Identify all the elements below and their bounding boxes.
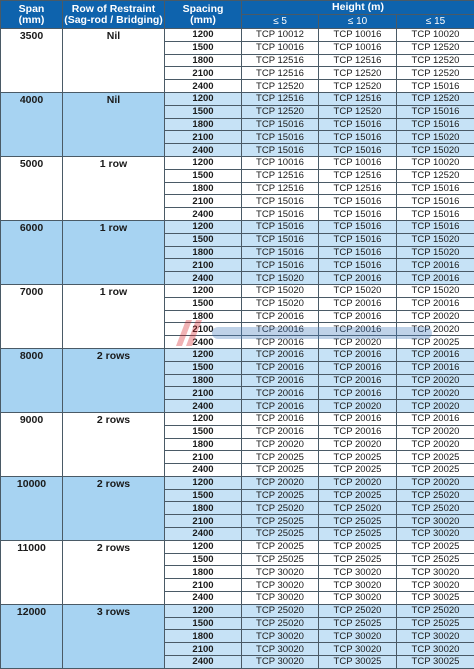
spacing-cell: 1800 xyxy=(165,54,242,67)
height-le10-header: ≤ 10 xyxy=(319,15,397,29)
section-cell-h5: TCP 15016 xyxy=(242,233,319,246)
section-cell-h15: TCP 15016 xyxy=(397,118,474,131)
spacing-cell: 1500 xyxy=(165,489,242,502)
spacing-cell: 1800 xyxy=(165,374,242,387)
span-header-line2: (mm) xyxy=(1,15,62,26)
section-cell-h15: TCP 20016 xyxy=(397,412,474,425)
section-cell-h10: TCP 20025 xyxy=(319,540,397,553)
section-cell-h5: TCP 20025 xyxy=(242,464,319,477)
section-cell-h5: TCP 30020 xyxy=(242,579,319,592)
spacing-cell: 1500 xyxy=(165,617,242,630)
section-cell-h15: TCP 20016 xyxy=(397,361,474,374)
section-cell-h15: TCP 15020 xyxy=(397,131,474,144)
section-cell-h15: TCP 30020 xyxy=(397,630,474,643)
section-cell-h10: TCP 20016 xyxy=(319,387,397,400)
section-cell-h15: TCP 20020 xyxy=(397,374,474,387)
table-row xyxy=(1,29,474,42)
spacing-cell: 2400 xyxy=(165,208,242,221)
spacing-cell: 1500 xyxy=(165,105,242,118)
section-cell-h5: TCP 15020 xyxy=(242,297,319,310)
span-header xyxy=(1,1,63,29)
section-cell-h15: TCP 30020 xyxy=(397,528,474,541)
spacing-cell: 1200 xyxy=(165,29,242,42)
section-cell-h10: TCP 20016 xyxy=(319,323,397,336)
section-cell-h5: TCP 20025 xyxy=(242,489,319,502)
table-row xyxy=(1,604,474,617)
section-cell-h5: TCP 12516 xyxy=(242,169,319,182)
section-cell-h15: TCP 15016 xyxy=(397,220,474,233)
section-cell-h10: TCP 20025 xyxy=(319,464,397,477)
section-cell-h5: TCP 15016 xyxy=(242,208,319,221)
section-cell-h5: TCP 15016 xyxy=(242,259,319,272)
section-cell-h15: TCP 20020 xyxy=(397,323,474,336)
section-cell-h10: TCP 25025 xyxy=(319,515,397,528)
spacing-cell: 1800 xyxy=(165,118,242,131)
section-cell-h10: TCP 30020 xyxy=(319,592,397,605)
spacing-cell: 2400 xyxy=(165,400,242,413)
section-cell-h10: TCP 15020 xyxy=(319,284,397,297)
restraint-header xyxy=(63,1,165,29)
section-cell-h15: TCP 25020 xyxy=(397,489,474,502)
section-cell-h5: TCP 20016 xyxy=(242,412,319,425)
section-cell-h10: TCP 12516 xyxy=(319,182,397,195)
section-cell-h10: TCP 15016 xyxy=(319,246,397,259)
spacing-cell: 2100 xyxy=(165,643,242,656)
spacing-cell: 1800 xyxy=(165,502,242,515)
section-cell-h5: TCP 15016 xyxy=(242,195,319,208)
section-cell-h5: TCP 15016 xyxy=(242,144,319,157)
section-cell-h15: TCP 20020 xyxy=(397,387,474,400)
spacing-cell: 2400 xyxy=(165,592,242,605)
spacing-cell: 1500 xyxy=(165,553,242,566)
spacing-cell: 2400 xyxy=(165,336,242,349)
section-cell-h15: TCP 30020 xyxy=(397,579,474,592)
span-header-line1: Span xyxy=(1,4,62,15)
restraint-cell: 2 rows xyxy=(63,412,165,476)
spacing-cell: 1500 xyxy=(165,297,242,310)
table-body xyxy=(1,29,474,669)
section-cell-h5: TCP 20016 xyxy=(242,348,319,361)
section-cell-h5: TCP 30020 xyxy=(242,592,319,605)
section-cell-h15: TCP 20016 xyxy=(397,348,474,361)
section-cell-h5: TCP 15016 xyxy=(242,246,319,259)
spacing-cell: 2100 xyxy=(165,195,242,208)
spacing-cell: 1500 xyxy=(165,361,242,374)
span-cell: 7000 xyxy=(1,284,63,348)
section-cell-h5: TCP 12516 xyxy=(242,67,319,80)
section-cell-h5: TCP 20020 xyxy=(242,476,319,489)
section-cell-h10: TCP 20016 xyxy=(319,374,397,387)
section-cell-h10: TCP 10016 xyxy=(319,41,397,54)
spacing-header-line2: (mm) xyxy=(165,15,241,26)
spacing-cell: 2100 xyxy=(165,67,242,80)
table-row xyxy=(1,284,474,297)
section-cell-h10: TCP 10016 xyxy=(319,156,397,169)
section-cell-h10: TCP 30020 xyxy=(319,579,397,592)
restraint-cell: Nil xyxy=(63,29,165,93)
spacing-cell: 1800 xyxy=(165,246,242,259)
section-cell-h10: TCP 15016 xyxy=(319,195,397,208)
section-cell-h10: TCP 12520 xyxy=(319,80,397,93)
restraint-cell: 2 rows xyxy=(63,540,165,604)
restraint-cell: 2 rows xyxy=(63,348,165,412)
section-cell-h10: TCP 20020 xyxy=(319,400,397,413)
table-header xyxy=(1,1,474,29)
span-cell: 10000 xyxy=(1,476,63,540)
section-cell-h5: TCP 15016 xyxy=(242,131,319,144)
section-cell-h5: TCP 25020 xyxy=(242,604,319,617)
spacing-cell: 1500 xyxy=(165,41,242,54)
section-cell-h10: TCP 20016 xyxy=(319,348,397,361)
section-cell-h15: TCP 20016 xyxy=(397,259,474,272)
section-cell-h5: TCP 15020 xyxy=(242,272,319,285)
section-cell-h10: TCP 25020 xyxy=(319,604,397,617)
section-cell-h10: TCP 15016 xyxy=(319,118,397,131)
section-cell-h5: TCP 12516 xyxy=(242,92,319,105)
spacing-cell: 2100 xyxy=(165,323,242,336)
section-cell-h5: TCP 10016 xyxy=(242,156,319,169)
section-cell-h15: TCP 20020 xyxy=(397,476,474,489)
span-cell: 6000 xyxy=(1,220,63,284)
table-row xyxy=(1,92,474,105)
section-cell-h10: TCP 20016 xyxy=(319,425,397,438)
spacing-cell: 2400 xyxy=(165,656,242,669)
section-cell-h10: TCP 25025 xyxy=(319,617,397,630)
section-cell-h10: TCP 10016 xyxy=(319,29,397,42)
spacing-cell: 1500 xyxy=(165,169,242,182)
section-cell-h5: TCP 12516 xyxy=(242,54,319,67)
restraint-cell: Nil xyxy=(63,92,165,156)
spacing-cell: 2100 xyxy=(165,131,242,144)
spacing-cell: 1200 xyxy=(165,220,242,233)
section-cell-h5: TCP 30020 xyxy=(242,656,319,669)
section-cell-h15: TCP 12520 xyxy=(397,41,474,54)
section-cell-h5: TCP 20016 xyxy=(242,361,319,374)
section-cell-h15: TCP 20016 xyxy=(397,297,474,310)
restraint-cell: 3 rows xyxy=(63,604,165,668)
section-cell-h15: TCP 15016 xyxy=(397,208,474,221)
section-cell-h5: TCP 15016 xyxy=(242,118,319,131)
section-cell-h10: TCP 30020 xyxy=(319,566,397,579)
table-row xyxy=(1,156,474,169)
section-cell-h15: TCP 30025 xyxy=(397,592,474,605)
section-cell-h15: TCP 25020 xyxy=(397,604,474,617)
section-cell-h15: TCP 30025 xyxy=(397,656,474,669)
section-cell-h15: TCP 25020 xyxy=(397,502,474,515)
section-cell-h5: TCP 30020 xyxy=(242,643,319,656)
spacing-cell: 1200 xyxy=(165,92,242,105)
section-cell-h5: TCP 20016 xyxy=(242,310,319,323)
section-cell-h15: TCP 20025 xyxy=(397,451,474,464)
section-cell-h15: TCP 30020 xyxy=(397,566,474,579)
spacing-cell: 1200 xyxy=(165,284,242,297)
section-cell-h5: TCP 20020 xyxy=(242,438,319,451)
section-cell-h15: TCP 25025 xyxy=(397,553,474,566)
section-cell-h5: TCP 10012 xyxy=(242,29,319,42)
section-cell-h15: TCP 25025 xyxy=(397,617,474,630)
section-cell-h15: TCP 15016 xyxy=(397,80,474,93)
section-cell-h10: TCP 20025 xyxy=(319,489,397,502)
section-cell-h5: TCP 25020 xyxy=(242,617,319,630)
section-cell-h15: TCP 20020 xyxy=(397,438,474,451)
section-cell-h5: TCP 20025 xyxy=(242,451,319,464)
spacing-cell: 2400 xyxy=(165,144,242,157)
section-cell-h10: TCP 12520 xyxy=(319,67,397,80)
section-cell-h10: TCP 12516 xyxy=(319,92,397,105)
spacing-cell: 1200 xyxy=(165,156,242,169)
section-cell-h10: TCP 20020 xyxy=(319,438,397,451)
height-header: Height (m) xyxy=(242,1,474,15)
section-cell-h15: TCP 20020 xyxy=(397,425,474,438)
section-cell-h10: TCP 15016 xyxy=(319,220,397,233)
spacing-cell: 1200 xyxy=(165,540,242,553)
spacing-cell: 2400 xyxy=(165,272,242,285)
section-cell-h15: TCP 15020 xyxy=(397,284,474,297)
section-cell-h5: TCP 20016 xyxy=(242,374,319,387)
spacing-cell: 1800 xyxy=(165,182,242,195)
table-row xyxy=(1,348,474,361)
height-le15-header: ≤ 15 xyxy=(397,15,474,29)
span-cell: 12000 xyxy=(1,604,63,668)
table-row xyxy=(1,476,474,489)
section-cell-h5: TCP 25025 xyxy=(242,515,319,528)
section-cell-h10: TCP 20025 xyxy=(319,451,397,464)
span-cell: 11000 xyxy=(1,540,63,604)
section-cell-h5: TCP 20016 xyxy=(242,425,319,438)
section-cell-h10: TCP 20016 xyxy=(319,297,397,310)
section-cell-h5: TCP 15020 xyxy=(242,284,319,297)
section-cell-h10: TCP 30020 xyxy=(319,643,397,656)
restraint-cell: 1 row xyxy=(63,156,165,220)
section-cell-h5: TCP 25025 xyxy=(242,553,319,566)
section-cell-h5: TCP 30020 xyxy=(242,630,319,643)
section-cell-h10: TCP 25020 xyxy=(319,502,397,515)
section-cell-h10: TCP 30025 xyxy=(319,656,397,669)
section-cell-h15: TCP 15016 xyxy=(397,195,474,208)
restraint-cell: 2 rows xyxy=(63,476,165,540)
section-cell-h10: TCP 12516 xyxy=(319,54,397,67)
section-cell-h15: TCP 20020 xyxy=(397,400,474,413)
section-cell-h10: TCP 20016 xyxy=(319,361,397,374)
section-cell-h10: TCP 20016 xyxy=(319,272,397,285)
section-cell-h15: TCP 30020 xyxy=(397,643,474,656)
section-cell-h5: TCP 20016 xyxy=(242,336,319,349)
section-cell-h10: TCP 25025 xyxy=(319,528,397,541)
table-row xyxy=(1,220,474,233)
section-cell-h5: TCP 15016 xyxy=(242,220,319,233)
section-cell-h15: TCP 20025 xyxy=(397,464,474,477)
section-cell-h5: TCP 20025 xyxy=(242,540,319,553)
section-cell-h5: TCP 30020 xyxy=(242,566,319,579)
section-cell-h10: TCP 12516 xyxy=(319,169,397,182)
spacing-cell: 1800 xyxy=(165,310,242,323)
height-le5-header: ≤ 5 xyxy=(242,15,319,29)
spacing-cell: 1200 xyxy=(165,348,242,361)
section-cell-h5: TCP 10016 xyxy=(242,41,319,54)
section-cell-h15: TCP 12520 xyxy=(397,54,474,67)
spacing-cell: 2100 xyxy=(165,387,242,400)
section-cell-h15: TCP 15020 xyxy=(397,233,474,246)
span-cell: 3500 xyxy=(1,29,63,93)
spacing-cell: 2100 xyxy=(165,579,242,592)
spacing-cell: 1500 xyxy=(165,233,242,246)
section-cell-h10: TCP 15016 xyxy=(319,259,397,272)
table-row xyxy=(1,412,474,425)
section-cell-h15: TCP 30020 xyxy=(397,515,474,528)
section-cell-h15: TCP 15016 xyxy=(397,105,474,118)
section-cell-h15: TCP 20020 xyxy=(397,310,474,323)
spacing-cell: 2400 xyxy=(165,464,242,477)
section-cell-h10: TCP 15016 xyxy=(319,233,397,246)
section-cell-h15: TCP 10020 xyxy=(397,156,474,169)
spacing-header-line1: Spacing xyxy=(165,4,241,15)
section-cell-h15: TCP 20016 xyxy=(397,272,474,285)
restraint-cell: 1 row xyxy=(63,220,165,284)
section-cell-h15: TCP 12520 xyxy=(397,169,474,182)
spacing-cell: 1500 xyxy=(165,425,242,438)
section-cell-h15: TCP 10020 xyxy=(397,29,474,42)
section-cell-h15: TCP 15016 xyxy=(397,182,474,195)
section-cell-h10: TCP 20020 xyxy=(319,476,397,489)
section-cell-h10: TCP 25025 xyxy=(319,553,397,566)
section-cell-h10: TCP 15016 xyxy=(319,208,397,221)
section-cell-h15: TCP 20025 xyxy=(397,540,474,553)
spacing-cell: 1200 xyxy=(165,412,242,425)
section-cell-h15: TCP 15020 xyxy=(397,144,474,157)
spacing-cell: 2100 xyxy=(165,515,242,528)
section-cell-h10: TCP 15016 xyxy=(319,144,397,157)
spacing-cell: 2100 xyxy=(165,259,242,272)
section-cell-h5: TCP 20016 xyxy=(242,400,319,413)
spacing-cell: 2400 xyxy=(165,528,242,541)
restraint-header-line2: (Sag-rod / Bridging) xyxy=(63,15,164,26)
section-cell-h10: TCP 30020 xyxy=(319,630,397,643)
section-cell-h5: TCP 25020 xyxy=(242,502,319,515)
section-cell-h5: TCP 12516 xyxy=(242,182,319,195)
spacing-cell: 1200 xyxy=(165,604,242,617)
spacing-cell: 2100 xyxy=(165,451,242,464)
span-cell: 4000 xyxy=(1,92,63,156)
section-cell-h15: TCP 12520 xyxy=(397,92,474,105)
spacing-cell: 1200 xyxy=(165,476,242,489)
restraint-header-line1: Row of Restraint xyxy=(63,4,164,15)
section-cell-h15: TCP 20025 xyxy=(397,336,474,349)
table-row xyxy=(1,540,474,553)
section-cell-h5: TCP 20016 xyxy=(242,323,319,336)
section-cell-h15: TCP 12520 xyxy=(397,67,474,80)
section-cell-h10: TCP 20016 xyxy=(319,412,397,425)
section-cell-h5: TCP 12520 xyxy=(242,105,319,118)
spacing-cell: 2400 xyxy=(165,80,242,93)
span-cell: 9000 xyxy=(1,412,63,476)
section-cell-h10: TCP 15016 xyxy=(319,131,397,144)
section-cell-h10: TCP 20016 xyxy=(319,310,397,323)
section-cell-h10: TCP 12520 xyxy=(319,105,397,118)
section-cell-h5: TCP 25025 xyxy=(242,528,319,541)
spacing-cell: 1800 xyxy=(165,566,242,579)
span-cell: 8000 xyxy=(1,348,63,412)
section-cell-h5: TCP 20016 xyxy=(242,387,319,400)
section-cell-h5: TCP 12520 xyxy=(242,80,319,93)
spacing-cell: 1800 xyxy=(165,630,242,643)
span-cell: 5000 xyxy=(1,156,63,220)
section-cell-h10: TCP 20020 xyxy=(319,336,397,349)
spacing-header xyxy=(165,1,242,29)
restraint-cell: 1 row xyxy=(63,284,165,348)
section-cell-h15: TCP 15020 xyxy=(397,246,474,259)
spacing-cell: 1800 xyxy=(165,438,242,451)
